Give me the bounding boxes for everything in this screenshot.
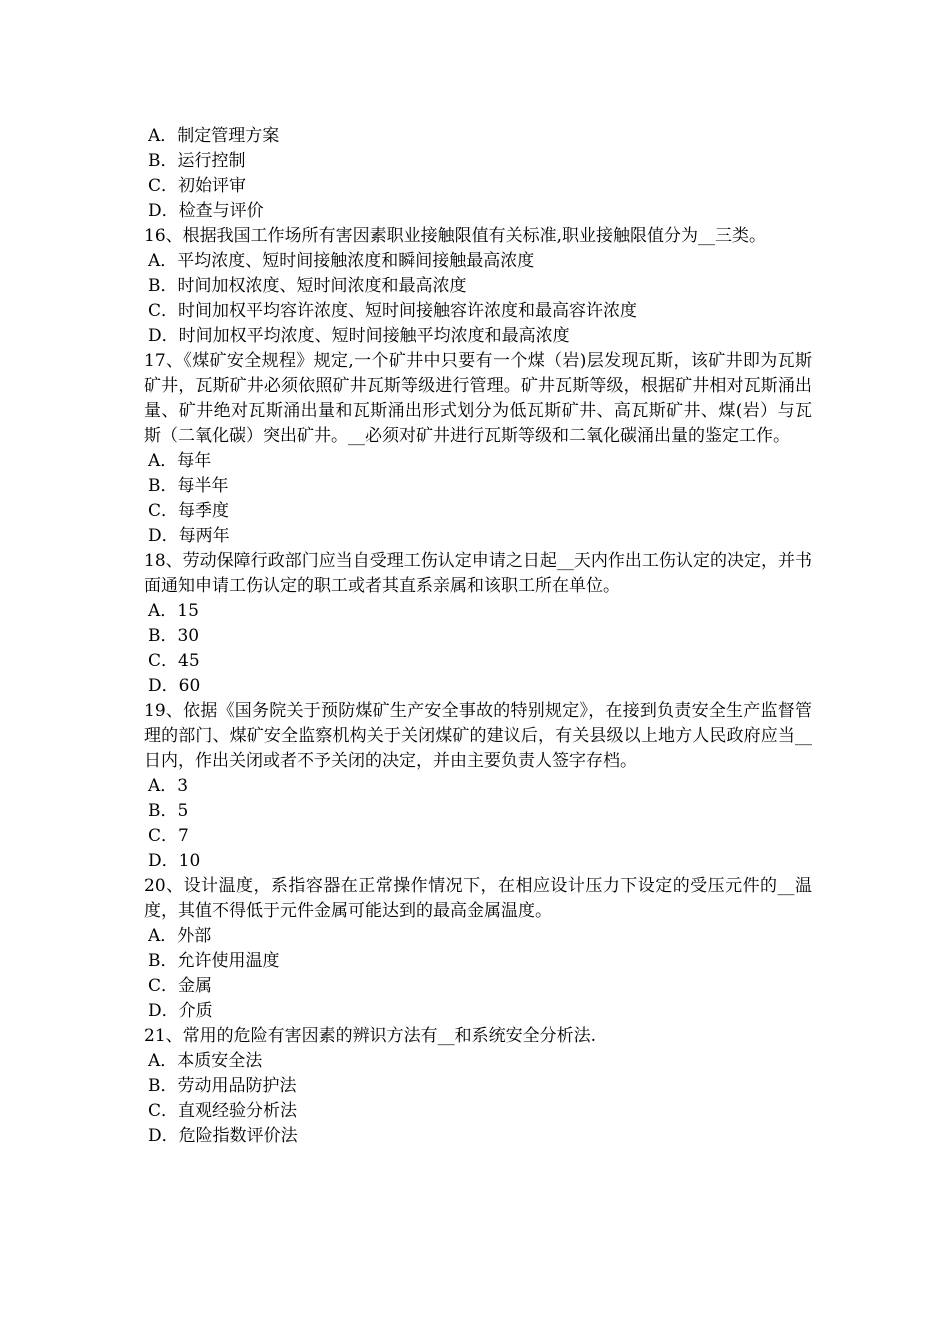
option-b: B．时间加权浓度、短时间浓度和最高浓度: [148, 276, 467, 296]
option-d: D．每两年: [148, 526, 230, 546]
question-text: 17、《煤矿安全规程》规定,一个矿井中只要有一个煤（岩)层发现瓦斯，该矿井即为瓦斯矿井，瓦斯矿井必须依照矿井瓦斯等级进行管理。矿井瓦斯等级，根据矿井相对瓦斯涌出量、矿井绝对瓦斯涌出量和瓦斯涌出形式划分为低瓦斯矿井、高瓦斯矿井、煤(岩）与瓦斯（二氧化碳）突出矿井。__必须对矿井进行瓦斯等级和二氧化碳涌出量的鉴定工作。: [144, 351, 812, 446]
option-c: C．45: [148, 651, 200, 671]
option-a: A．15: [148, 601, 199, 621]
document-page: [144, 124, 812, 1149]
option-d: D．检查与评价: [148, 201, 264, 221]
option-b: B．每半年: [148, 476, 229, 496]
option-b: B．劳动用品防护法: [148, 1076, 297, 1096]
question-16: [144, 224, 812, 349]
question-text: 20、设计温度，系指容器在正常操作情况下，在相应设计压力下设定的受压元件的__温度，其值不得低于元件金属可能达到的最高金属温度。: [144, 876, 812, 921]
question-text: 18、劳动保障行政部门应当自受理工伤认定申请之日起__天内作出工伤认定的决定，并书面通知申请工伤认定的职工或者其直系亲属和该职工所在单位。: [144, 551, 812, 596]
option-d: D．时间加权平均浓度、短时间接触平均浓度和最高浓度: [148, 326, 570, 346]
option-d: D．危险指数评价法: [148, 1126, 298, 1146]
option-b: B．允许使用温度: [148, 951, 280, 971]
option-d: D．60: [148, 676, 201, 696]
option-b: B．运行控制: [148, 151, 246, 171]
question-text: 19、依据《国务院关于预防煤矿生产安全事故的特别规定》，在接到负责安全生产监督管理的部门、煤矿安全监察机构关于关闭煤矿的建议后，有关县级以上地方人民政府应当__日内，作出关闭或者不予关闭的决定，并由主要负责人签字存档。: [144, 701, 812, 771]
option-d: D．10: [148, 851, 201, 871]
option-c: C．时间加权平均容许浓度、短时间接触容许浓度和最高容许浓度: [148, 301, 638, 321]
option-a: A．平均浓度、短时间接触浓度和瞬间接触最高浓度: [148, 251, 535, 271]
question-18: [144, 549, 812, 699]
previous-question-options: [144, 124, 812, 224]
question-text: 16、根据我国工作场所有害因素职业接触限值有关标准,职业接触限值分为__三类。: [144, 226, 767, 246]
option-c: C．初始评审: [148, 176, 247, 196]
option-a: A．本质安全法: [148, 1051, 263, 1071]
option-a: A．外部: [148, 926, 212, 946]
option-c: C．每季度: [148, 501, 230, 521]
option-c: C．金属: [148, 976, 213, 996]
question-20: [144, 874, 812, 1024]
option-a: A．每年: [148, 451, 212, 471]
option-b: B．5: [148, 801, 189, 821]
option-c: C．直观经验分析法: [148, 1101, 298, 1121]
option-d: D．介质: [148, 1001, 213, 1021]
question-19: [144, 699, 812, 874]
option-a: A．制定管理方案: [148, 126, 280, 146]
option-b: B．30: [148, 626, 200, 646]
question-21: [144, 1024, 812, 1149]
question-17: [144, 349, 812, 549]
question-text: 21、常用的危险有害因素的辨识方法有__和系统安全分析法.: [144, 1026, 597, 1046]
option-c: C．7: [148, 826, 189, 846]
option-a: A．3: [148, 776, 189, 796]
